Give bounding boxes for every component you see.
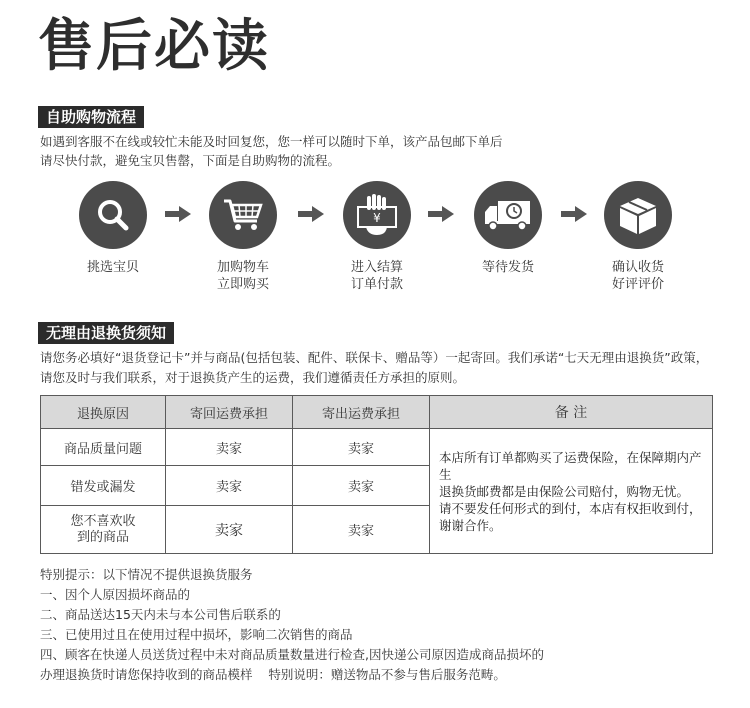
hand-payment-icon — [354, 193, 400, 237]
notes-text: 本店所有订单都购买了运费保险，在保障期内产生 退换货邮费都是由保险公司赔付，购物无忧。 请不要发任何形式的到付，本店有权拒收到付， 谢谢合作。 — [439, 449, 702, 533]
delivery-truck-icon — [482, 198, 534, 232]
special-heading: 特别提示：以下情况不提供退换货服务 — [40, 567, 253, 582]
row-send-fee: 卖家 — [293, 466, 430, 506]
special-item: 三、已使用过且在使用过程中损坏，影响二次销售的商品 — [40, 627, 353, 642]
step-label-shipping: 等待发货 — [481, 260, 534, 275]
returns-heading: 无理由退换货须知 — [38, 322, 174, 344]
row-return-fee: 卖家 — [166, 506, 293, 554]
step-label-cart: 加购物车 立即购买 — [216, 260, 269, 292]
special-notice — [40, 565, 544, 685]
header-send-fee: 寄出运费承担 — [293, 396, 430, 429]
header-reason: 退换原因 — [41, 396, 166, 429]
row-reason: 错发或漏发 — [41, 466, 166, 506]
returns-policy-table — [40, 395, 713, 554]
special-item: 一、因个人原因损坏商品的 — [40, 587, 191, 602]
row-return-fee: 卖家 — [166, 466, 293, 506]
row-send-fee: 卖家 — [293, 506, 430, 554]
row-send-fee: 卖家 — [293, 429, 430, 466]
step-await-shipment — [474, 181, 542, 249]
special-item: 四、顾客在快递人员送货过程中未对商品质量数量进行检查,因快递公司原因造成商品损坏的 — [40, 647, 544, 662]
row-return-fee: 卖家 — [166, 429, 293, 466]
shopping-cart-icon — [221, 195, 265, 235]
arrow-right-icon — [428, 206, 454, 222]
self-service-intro-2: 请尽快付款，避免宝贝售罄，下面是自助购物的流程。 — [40, 153, 341, 168]
package-box-icon — [616, 194, 660, 236]
self-service-heading: 自助购物流程 — [38, 106, 144, 128]
magnifier-icon — [93, 195, 133, 235]
arrow-right-icon — [165, 206, 191, 222]
arrow-right-icon — [561, 206, 587, 222]
table-row — [41, 429, 713, 466]
returns-intro-1: 请您务必填好“退货登记卡”并与商品(包括包装、配件、联保卡、赠品等）一起寄回。我们承诺“七天无理由退换货”政策， — [40, 350, 709, 365]
header-return-fee: 寄回运费承担 — [166, 396, 293, 429]
special-item: 二、商品送达15天内未与本公司售后联系的 — [40, 607, 281, 622]
row-reason: 商品质量问题 — [41, 429, 166, 466]
row-reason: 您不喜欢收 到的商品 — [41, 506, 166, 554]
header-notes: 备 注 — [430, 396, 713, 429]
arrow-right-icon — [298, 206, 324, 222]
table-header-row — [41, 396, 713, 429]
step-checkout — [343, 181, 411, 249]
step-label-select: 挑选宝贝 — [86, 260, 139, 275]
step-select-item — [79, 181, 147, 249]
step-label-confirm: 确认收货 好评评价 — [611, 260, 664, 292]
step-label-checkout: 进入结算 订单付款 — [350, 260, 403, 292]
notes-cell — [430, 429, 713, 554]
step-confirm-receipt — [604, 181, 672, 249]
self-service-intro-1: 如遇到客服不在线或较忙未能及时回复您，您一样可以随时下单，该产品包邮下单后 — [40, 134, 503, 149]
special-footer: 办理退换货时请您保持收到的商品模样 特别说明：赠送物品不参与售后服务范畴。 — [40, 667, 506, 682]
returns-intro-2: 请您及时与我们联系，对于退换货产生的运费，我们遵循责任方承担的原则。 — [40, 370, 466, 385]
svg-text:¥: ¥ — [373, 211, 381, 225]
step-add-to-cart — [209, 181, 277, 249]
page-title: 售后必读 — [38, 14, 270, 79]
